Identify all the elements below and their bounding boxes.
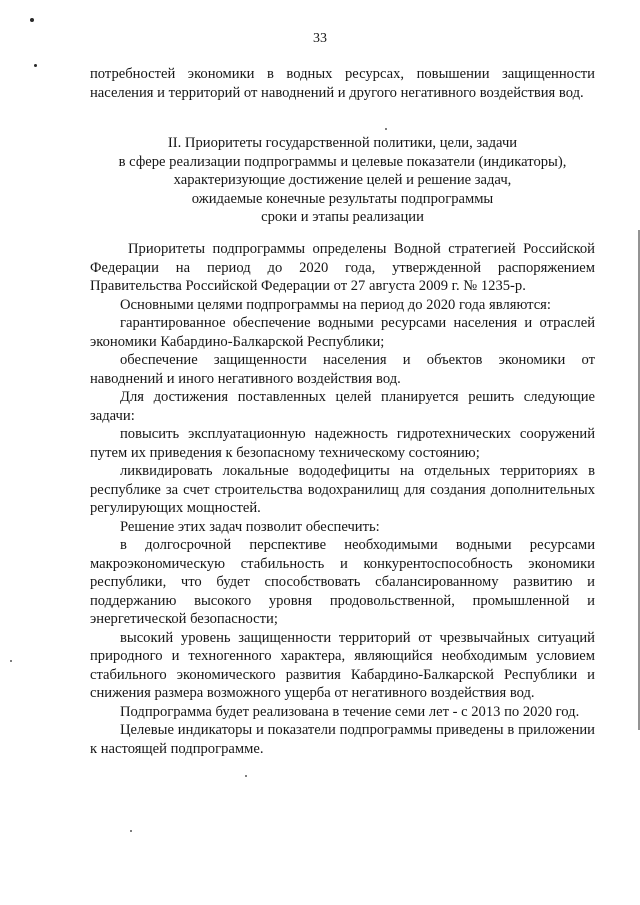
body-paragraph: повысить эксплуатационную надежность гидротехнических сооружений путем их приведения к безопасному техническому состоянию; [90, 426, 595, 461]
body-text-block [90, 240, 595, 758]
body-paragraph: Основными целями подпрограммы на период до 2020 года являются: [120, 296, 551, 313]
scan-mark-top-left [30, 18, 34, 22]
scan-speck [245, 775, 247, 777]
body-paragraph: в долгосрочной перспективе необходимыми водными ресурсами макроэкономическую стабильность и конкурентоспособность экономики республики, что будет способствовать сбалансированному развитию и поддержанию высокого уровня продовольственной, промышленной и энергетической безопасности; [90, 537, 595, 627]
scan-mark-left [34, 64, 37, 67]
section-heading-line: в сфере реализации подпрограммы и целевые показатели (индикаторы), [118, 153, 567, 170]
scan-speck [10, 660, 12, 662]
body-paragraph: ликвидировать локальные вододефициты на отдельных территориях в республике за счет строительства водохранилищ для создания дополнительных регулирующих мощностей. [90, 463, 595, 516]
page-number: 33 [313, 31, 327, 46]
body-paragraph: Подпрограмма будет реализована в течение семи лет - с 2013 по 2020 год. [120, 703, 580, 720]
section-heading [90, 134, 595, 227]
section-heading-line: II. Приоритеты государственной политики, цели, задачи [167, 135, 518, 151]
intro-text-block [90, 65, 595, 102]
body-paragraph: Решение этих задач позволит обеспечить: [120, 518, 380, 535]
body-paragraph: высокий уровень защищенности территорий от чрезвычайных ситуаций природного и техногенного характера, являющийся необходимым условием стабильного экономического развития Кабардино-Балкарской Республики и снижения размера возможного ущерба от негативного воздействия вод. [90, 629, 595, 701]
body-paragraph: гарантированное обеспечение водными ресурсами населения и отраслей экономики Кабардино-Балкарской Республики; [90, 315, 595, 350]
body-paragraph: Целевые индикаторы и показатели подпрограммы приведены в приложении к настоящей подпрограмме. [90, 722, 595, 757]
body-paragraph: Для достижения поставленных целей планируется решить следующие задачи: [90, 389, 595, 424]
section-heading-line: сроки и этапы реализации [261, 209, 424, 225]
section-heading-line: ожидаемые конечные результаты подпрограммы [191, 190, 494, 207]
section-heading-line: характеризующие достижение целей и решение задач, [173, 172, 512, 188]
intro-paragraph: потребностей экономики в водных ресурсах, повышении защищенности населения и территорий от наводнений и другого негативного воздействия вод. [90, 66, 595, 101]
scan-speck [130, 830, 132, 832]
scan-speck [385, 128, 387, 130]
body-paragraph: Приоритеты подпрограммы определены Водной стратегией Российской Федерации на период до 2020 года, утвержденной распоряжением Правительства Российской Федерации от 27 августа 2009 г. № 1235-р. [90, 241, 595, 294]
body-paragraph: обеспечение защищенности населения и объектов экономики от наводнений и иного негативного воздействия вод. [90, 352, 595, 387]
